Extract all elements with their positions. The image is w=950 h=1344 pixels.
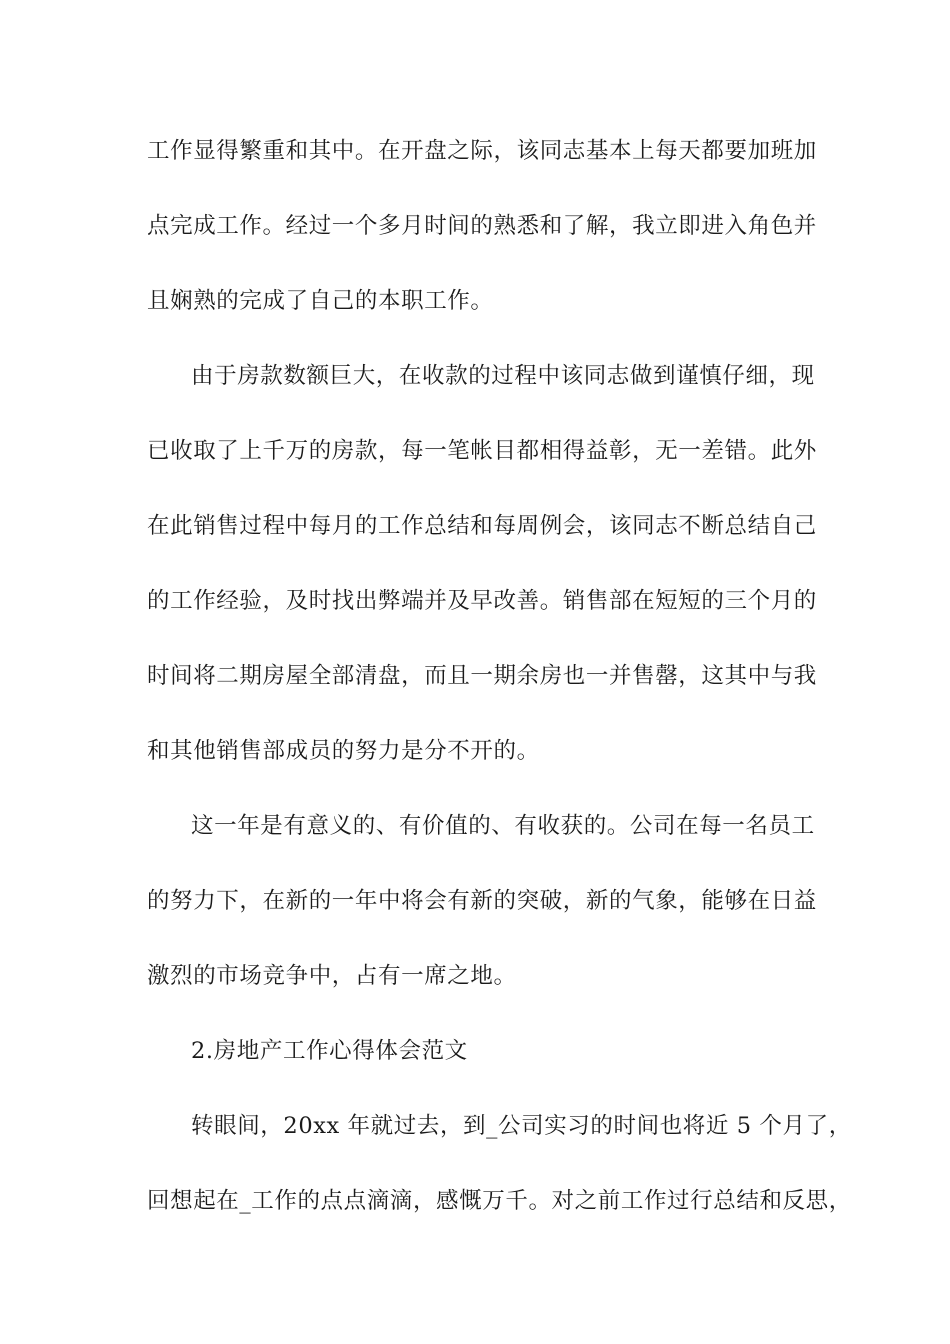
paragraph-line: 在此销售过程中每月的工作总结和每周例会，该同志不断总结自己: [147, 513, 817, 539]
paragraph-line: 转眼间，20xx 年就过去，到_公司实习的时间也将近 5 个月了，: [191, 1113, 852, 1139]
section-heading: 2.房地产工作心得体会范文: [191, 1038, 468, 1064]
paragraph-line: 和其他销售部成员的努力是分不开的。: [147, 738, 540, 764]
paragraph-line: 时间将二期房屋全部清盘，而且一期余房也一并售罄，这其中与我: [147, 663, 817, 689]
paragraph-line: 工作显得繁重和其中。在开盘之际，该同志基本上每天都要加班加: [147, 138, 817, 164]
paragraph-line: 由于房款数额巨大，在收款的过程中该同志做到谨慎仔细，现: [191, 363, 815, 389]
paragraph-line: 激烈的市场竞争中，占有一席之地。: [147, 963, 517, 989]
paragraph-line: 这一年是有意义的、有价值的、有收获的。公司在每一名员工: [191, 813, 815, 839]
paragraph-line: 回想起在_工作的点点滴滴，感慨万千。对之前工作过行总结和反思，: [147, 1188, 852, 1214]
paragraph-line: 且娴熟的完成了自己的本职工作。: [147, 288, 494, 314]
paragraph-line: 点完成工作。经过一个多月时间的熟悉和了解，我立即进入角色并: [147, 213, 817, 239]
paragraph-line: 已收取了上千万的房款，每一笔帐目都相得益彰，无一差错。此外: [147, 438, 817, 464]
paragraph-line: 的努力下，在新的一年中将会有新的突破，新的气象，能够在日益: [147, 888, 817, 914]
paragraph-line: 的工作经验，及时找出弊端并及早改善。销售部在短短的三个月的: [147, 588, 817, 614]
